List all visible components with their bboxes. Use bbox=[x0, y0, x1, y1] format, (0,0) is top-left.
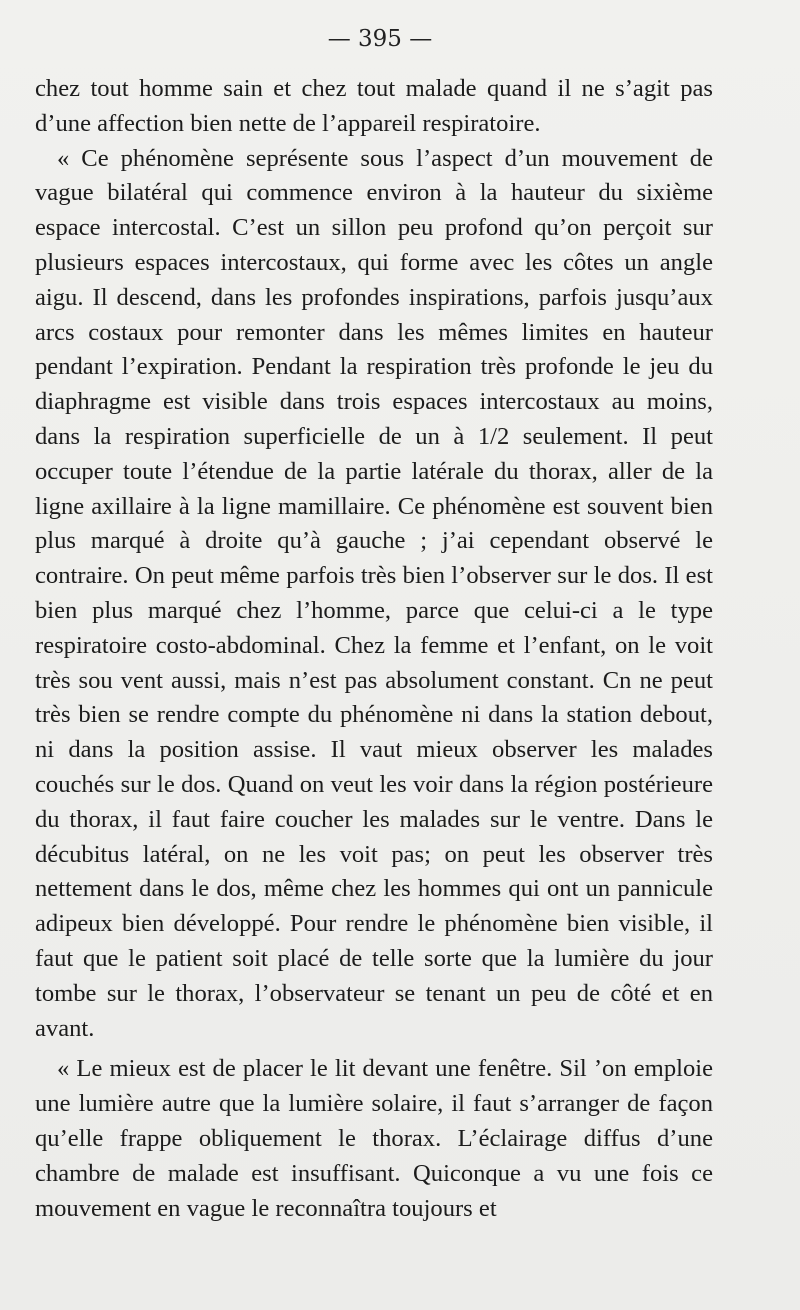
paragraph-quote-phenomenon: « Ce phénomène seprésente sous l’aspect d’un mouvement de vague bilatéral qui commence environ à la hauteur du sixième espace intercostal. C’est un sillon peu profond qu’on perçoit sur plusieurs espaces intercostaux, qui forme avec les côtes un angle aigu. Il descend, dans les profondes inspirations, parfois jusqu’aux arcs costaux pour remonter dans les mêmes limites en hauteur pendant l’expiration. Pendant la respiration très profonde le jeu du diaphragme est visible dans trois espaces intercostaux au moins, dans la respiration superficielle de un à 1/2 seulement. Il peut occuper toute l’étendue de la partie latérale du thorax, aller de la ligne axillaire à la ligne mamillaire. Ce phénomène est souvent bien plus marqué à droite qu’à gauche ; j’ai cependant observé le contraire. On peut même parfois très bien l’observer sur le dos. Il est bien plus marqué chez l’homme, parce que celui-ci a le type respiratoire costo-abdominal. Chez la femme et l’enfant, on le voit très sou vent aussi, mais n’est pas absolument constant. Cn ne peut très bien se rendre compte du phénomène ni dans la station debout, ni dans la position assise. Il vaut mieux observer les malades couchés sur le dos. Quand on veut les voir dans la région postérieure du thorax, il faut faire coucher les malades sur le ventre. Dans le décubitus latéral, on ne les voit pas; on peut les observer très nettement dans le dos, même chez les hommes qui ont un pannicule adipeux bien développé. Pour rendre le phénomène bien visible, il faut que le patient soit placé de telle sorte que la lumière du jour tombe sur le thorax, l’observateur se tenant un peu de côté et en avant. bbox=[35, 144, 713, 1042]
page-number: — 395 — bbox=[327, 26, 433, 52]
paragraph-continuation: chez tout homme sain et chez tout malade quand il ne s’agit pas d’une affection bien nette de l’appareil respiratoire. bbox=[35, 75, 713, 137]
body-text bbox=[35, 72, 713, 1226]
paragraph-quote-placement: « Le mieux est de placer le lit devant une fenêtre. Sil ’on emploie une lumière autre que la lumière solaire, il faut s’arranger de façon qu’elle frappe obliquement le thorax. L’éclairage diffus d’une chambre de malade est insuffisant. Quiconque a vu une fois ce mouvement en vague le reconnaîtra toujours et bbox=[35, 1055, 713, 1222]
